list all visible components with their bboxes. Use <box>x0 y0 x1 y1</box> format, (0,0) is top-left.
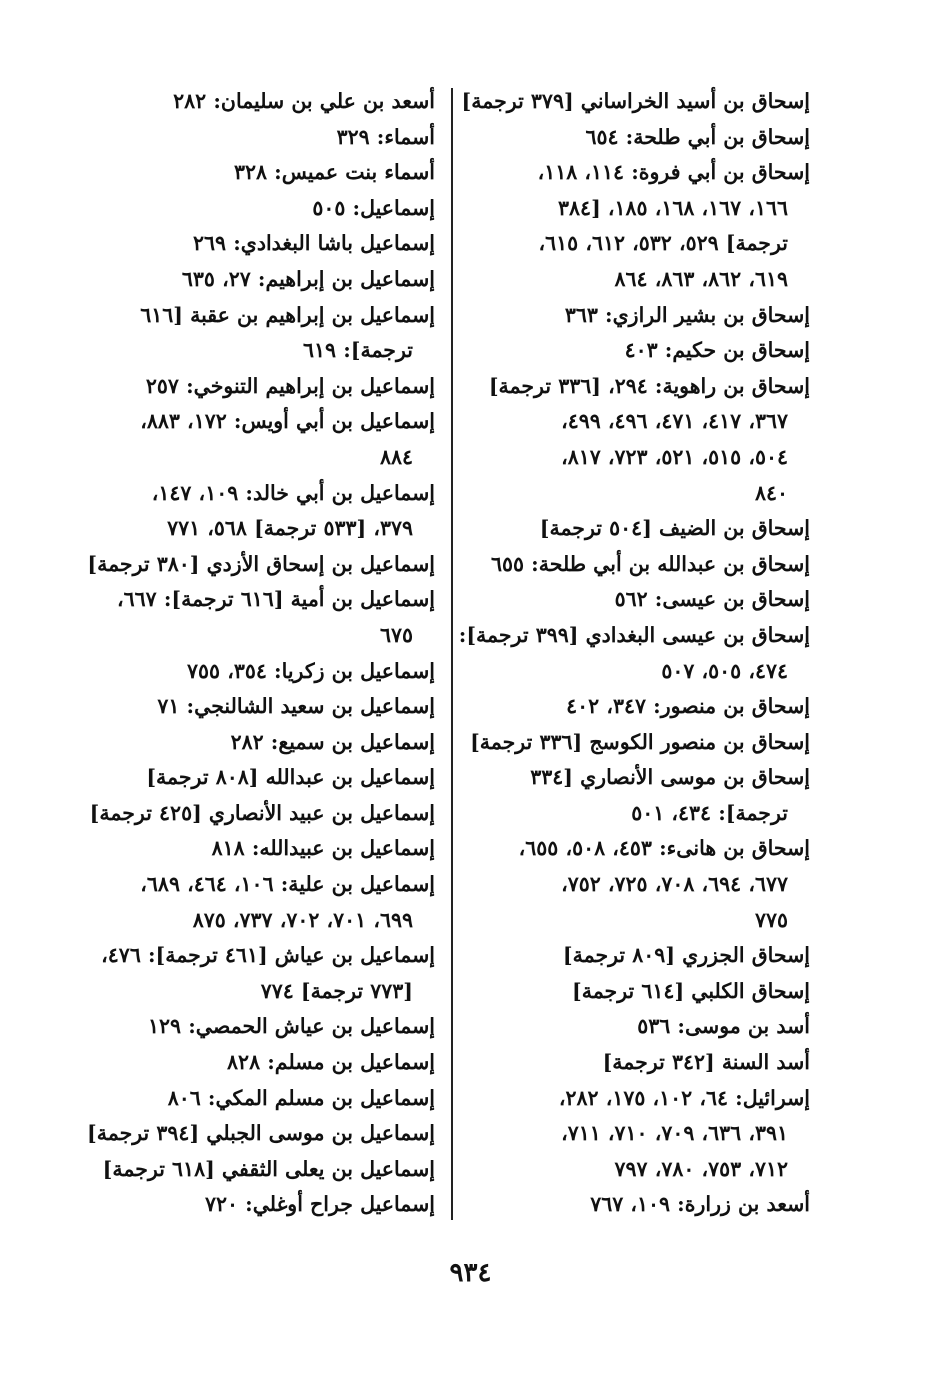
index-entry: أسعد بن علي بن سليمان: ٢٨٢ <box>173 89 435 113</box>
index-entry: إسماعيل بن أبي خالد: ١٠٩، ١٤٧، <box>151 480 435 505</box>
index-entry: إسحاق بن أبي طلحة: ٦٥٤ <box>585 124 810 149</box>
index-entry: إسماعيل جراح أوغلي: ٧٢٠ <box>204 1192 435 1217</box>
index-entry: إسحاق بن بشير الرازي: ٣٦٣ <box>564 302 810 327</box>
index-entry: إسحاق الكلبي [٦١٤ ترجمة] <box>572 978 810 1003</box>
index-entry: إسماعيل بن موسى الجبلي [٣٩٤ ترجمة] <box>87 1121 435 1146</box>
index-entry: إسحاق بن عيسى: ٥٦٢ <box>614 587 810 612</box>
index-entry: أسد بن موسى: ٥٣٦ <box>637 1014 810 1039</box>
index-entry-continuation: ٦٧٧، ٦٩٤، ٧٠٨، ٧٢٥، ٧٥٢، <box>561 872 788 897</box>
index-entry: أسعد بن زرارة: ١٠٩، ٧٦٧ <box>590 1192 810 1217</box>
index-entry: إسماعيل بن زكريا: ٣٥٤، ٧٥٥ <box>187 658 435 683</box>
index-entry-continuation: ٦٧٥ <box>379 622 413 647</box>
index-entry-continuation: ٧٧٥ <box>754 907 788 932</box>
index-entry: إسماعيل بن سميع: ٢٨٢ <box>230 729 435 754</box>
index-entry: إسماعيل: ٥٠٥ <box>312 195 435 220</box>
index-entry: إسحاق بن أبي فروة: ١١٤، ١١٨، <box>537 160 810 185</box>
index-entry: إسرائيل: ٦٤، ١٠٢، ١٧٥، ٢٨٢، <box>558 1085 810 1110</box>
index-entry-continuation: ٨٨٤ <box>379 444 413 469</box>
column-divider <box>451 88 453 1220</box>
index-entry: إسماعيل بن إبراهيم التنوخي: ٢٥٧ <box>145 373 435 398</box>
index-entry-continuation: ٣٦٧، ٤١٧، ٤٧١، ٤٩٦، ٤٩٩، <box>561 409 788 434</box>
index-entry: إسماعيل بن عبيد الأنصاري [٤٢٥ ترجمة] <box>89 800 435 825</box>
index-entry: إسماعيل بن إبراهيم بن عقبة [٦١٦ <box>140 302 435 327</box>
index-entry-continuation: ٣٩١، ٦٣٦، ٧٠٩، ٧١٠، ٧١١، <box>561 1121 788 1146</box>
index-entry: إسحاق بن حكيم: ٤٠٣ <box>624 338 810 363</box>
index-entry-continuation: ١٦٦، ١٦٧، ١٦٨، ١٨٥، [٣٨٤ <box>558 195 788 220</box>
index-entry: أسماء بنت عميس: ٣٢٨ <box>233 160 435 185</box>
index-entry: إسماعيل بن يعلى الثقفي [٦١٨ ترجمة] <box>102 1156 435 1181</box>
index-entry: إسحاق الجزري [٨٠٩ ترجمة] <box>562 943 810 968</box>
index-entry: إسماعيل بن إسحاق الأزدي [٣٨٠ ترجمة] <box>87 551 435 576</box>
index-entry: إسحاق بن موسى الأنصاري [٣٣٤ <box>530 765 810 790</box>
index-entry: إسماعيل بن علية: ١٠٦، ٤٦٤، ٦٨٩، <box>140 872 435 897</box>
index-entry-continuation: ترجمة]: ٤٣٤، ٥٠١ <box>631 800 788 825</box>
index-entry: إسماعيل بن مسلم المكي: ٨٠٦ <box>167 1085 435 1110</box>
index-column-right <box>458 84 810 1223</box>
index-entry-continuation: ترجمة] ٥٢٩، ٥٣٢، ٦١٢، ٦١٥، <box>538 231 788 256</box>
index-entry-continuation: ٧١٢، ٧٥٣، ٧٨٠، ٧٩٧ <box>614 1156 788 1181</box>
index-entry-continuation: ٣٧٩، [٥٣٣ ترجمة] ٥٦٨، ٧٧١ <box>167 516 413 541</box>
index-entry-continuation: ٦٩٩، ٧٠١، ٧٠٢، ٧٣٧، ٨٧٥ <box>192 907 413 932</box>
index-entry: إسماعيل بن عياش [٤٦١ ترجمة]: ٤٧٦، <box>101 943 435 968</box>
index-entry: إسماعيل بن مسلم: ٨٢٨ <box>227 1050 435 1075</box>
index-entry: إسحاق بن منصور: ٣٤٧، ٤٠٢ <box>566 694 810 719</box>
index-entry: إسماعيل باشا البغدادي: ٢٦٩ <box>193 231 435 256</box>
index-entry: إسماعيل بن أبي أويس: ١٧٢، ٨٨٣، <box>140 409 435 434</box>
index-entry-continuation: ٥٠٤، ٥١٥، ٥٢١، ٧٢٣، ٨١٧، <box>561 444 788 469</box>
index-entry: أسماء: ٣٢٩ <box>336 124 435 149</box>
index-entry-continuation: ٤٧٤، ٥٠٥، ٥٠٧ <box>661 658 788 683</box>
index-entry-continuation: ترجمة]: ٦١٩ <box>303 338 413 363</box>
index-entry: إسماعيل بن سعيد الشالنجي: ٧١ <box>157 694 435 719</box>
index-entry: إسحاق بن هانىء: ٤٥٣، ٥٠٨، ٦٥٥، <box>518 836 810 861</box>
index-entry-continuation: ٦١٩، ٨٦٢، ٨٦٣، ٨٦٤ <box>614 266 788 291</box>
index-entry: إسحاق بن أسيد الخراساني [٣٧٩ ترجمة] <box>461 89 810 113</box>
index-entry: إسماعيل بن أمية [٦١٦ ترجمة]: ٦٦٧، <box>117 587 435 612</box>
index-entry: إسحاق بن عبدالله بن أبي طلحة: ٦٥٥ <box>490 551 810 576</box>
index-entry-continuation: ٨٤٠ <box>754 480 788 505</box>
index-entry: إسحاق بن الضيف [٥٠٤ ترجمة] <box>539 516 810 541</box>
index-entry: إسماعيل بن إبراهيم: ٢٧، ٦٣٥ <box>181 266 435 291</box>
index-entry: إسحاق بن راهوية: ٢٩٤، [٣٣٦ ترجمة] <box>488 373 810 398</box>
index-entry: إسماعيل بن عبدالله [٨٠٨ ترجمة] <box>146 765 435 790</box>
index-entry: إسماعيل بن عياش الحمصي: ١٢٩ <box>148 1014 435 1039</box>
index-entry: أسد السنة [٣٤٢ ترجمة] <box>602 1050 810 1075</box>
index-entry-continuation: [٧٧٣ ترجمة] ٧٧٤ <box>260 978 413 1003</box>
index-entry: إسحاق بن منصور الكوسج [٣٣٦ ترجمة] <box>470 729 810 754</box>
index-column-left <box>87 84 435 1223</box>
page-number: ٩٣٤ <box>449 1258 492 1288</box>
index-entry: إسحاق بن عيسى البغدادي [٣٩٩ ترجمة]: <box>458 622 810 647</box>
index-entry: إسماعيل بن عبيدالله: ٨١٨ <box>211 836 435 861</box>
